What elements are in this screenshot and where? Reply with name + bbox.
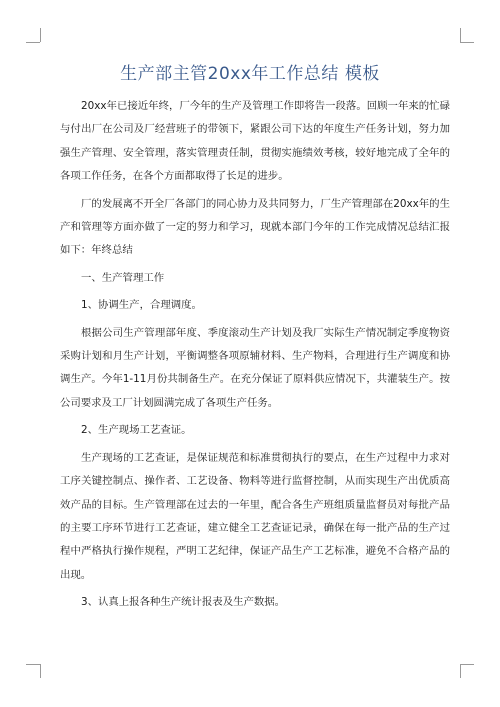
document-body	[60, 89, 450, 615]
subheading-statistics-report: 3、认真上报各种生产统计报表及生产数据。	[81, 596, 286, 609]
subheading-process-check: 2、生产现场工艺查证。	[81, 424, 192, 437]
paragraph-process-check: 生产现场的工艺查证，是保证规范和标准贯彻执行的要点，在生产过程中力求对工序关键控制点、操作者、工艺设备、物料等进行监督控制，从而实现生产出优质高效产品的目标。生产管理部在过去的一年里，配合各生产班组质量监督员对每批产品的主要工序环节进行工艺查证，建立健全工艺查证记录，确保在每一批产品的生产过程中严格执行操作规程，严明工艺纪律，保证产品生产工艺标准，避免不合格产品的出现。	[60, 451, 450, 581]
subheading-coordination: 1、协调生产，合理调度。	[81, 299, 202, 312]
paragraph-coordination: 根据公司生产管理部年度、季度滚动生产计划及我厂实际生产情况制定季度物资采购计划和月生产计划，平衡调整各项原辅材料、生产物料，合理进行生产调度和协调生产。今年1-11月份共制备生产。在充分保证了原料供应情况下，共灌装生产。按公司要求及工厂计划圆满完成了各项生产任务。	[60, 326, 451, 409]
section-heading-production-management: 一、生产管理工作	[81, 271, 165, 284]
paragraph-intro: 20xx年已接近年终，厂今年的生产及管理工作即将告一段落。回顾一年来的忙碌与付出厂在公司及厂经营班子的带领下，紧跟公司下达的年度生产任务计划，努力加强生产管理、安全管理，落实管理责任制，贯彻实施绩效考核，较好地完成了全年的各项工作任务，在各个方面都取得了长足的进步。	[60, 100, 450, 183]
document-title: 生产部主管20xx年工作总结 模板	[120, 64, 380, 84]
paragraph-overview: 厂的发展离不开全厂各部门的同心协力及共同努力，厂生产管理部在20xx年的生产和管理等方面亦做了一定的努力和学习，现就本部门今年的工作完成情况总结汇报如下：年终总结	[60, 197, 450, 257]
